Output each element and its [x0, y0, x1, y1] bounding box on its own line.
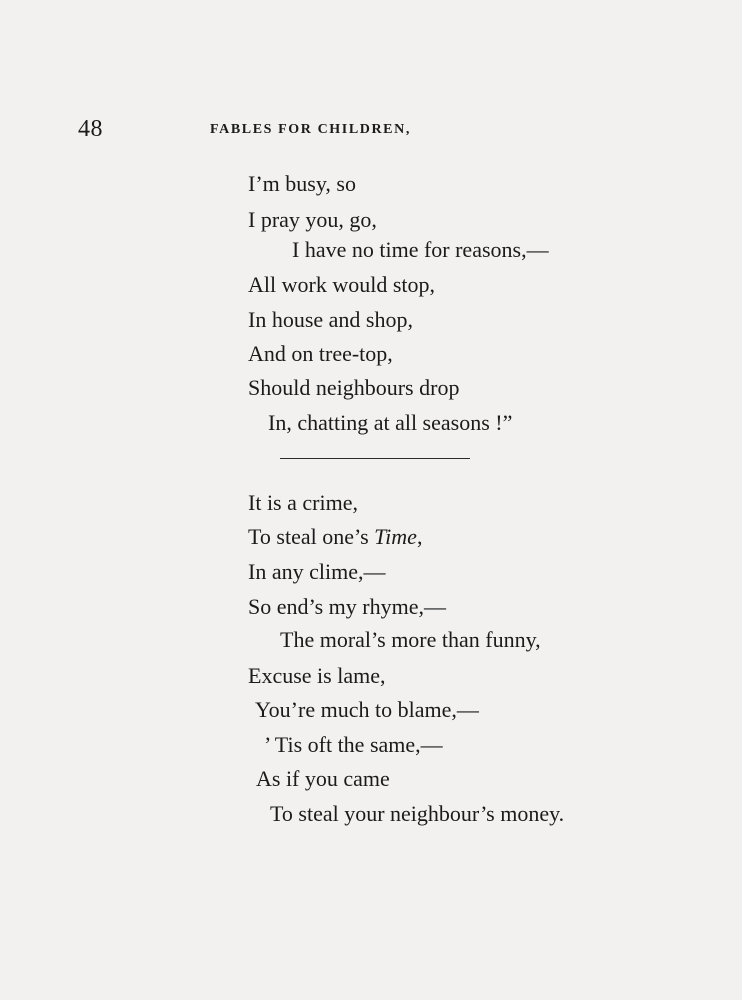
poem-line: It is a crime,: [248, 490, 358, 515]
poem-line: In, chatting at all seasons !”: [268, 410, 513, 435]
poem-line: Should neighbours drop: [248, 375, 460, 400]
poem-line: ’ Tis oft the same,—: [264, 732, 443, 757]
poem-line: You’re much to blame,—: [255, 697, 479, 722]
poem-line: In any clime,—: [248, 559, 386, 584]
poem-line: I’m busy, so: [248, 171, 356, 196]
poem-line: As if you came: [256, 766, 390, 791]
emphasized-word: Time: [374, 524, 417, 549]
poem-line: [248, 523, 422, 551]
poem-line: So end’s my rhyme,—: [248, 594, 446, 619]
poem-line: The moral’s more than funny,: [280, 627, 541, 652]
poem-line-punctuation: ,: [416, 524, 423, 549]
poem-line: Excuse is lame,: [248, 663, 386, 688]
poem-line: I pray you, go,: [248, 207, 377, 232]
poem-line: In house and shop,: [248, 307, 413, 332]
poem-line: All work would stop,: [248, 272, 435, 297]
page-header: [0, 114, 742, 150]
poem-line-text: To steal one’s: [248, 524, 375, 549]
running-title: FABLES FOR CHILDREN,: [210, 122, 411, 137]
section-divider: [280, 458, 470, 459]
poem-line: And on tree-top,: [248, 341, 393, 366]
poem-line: I have no time for reasons,—: [292, 237, 549, 262]
poem-line: To steal your neighbour’s money.: [270, 801, 565, 826]
page-number: 48: [78, 116, 103, 142]
